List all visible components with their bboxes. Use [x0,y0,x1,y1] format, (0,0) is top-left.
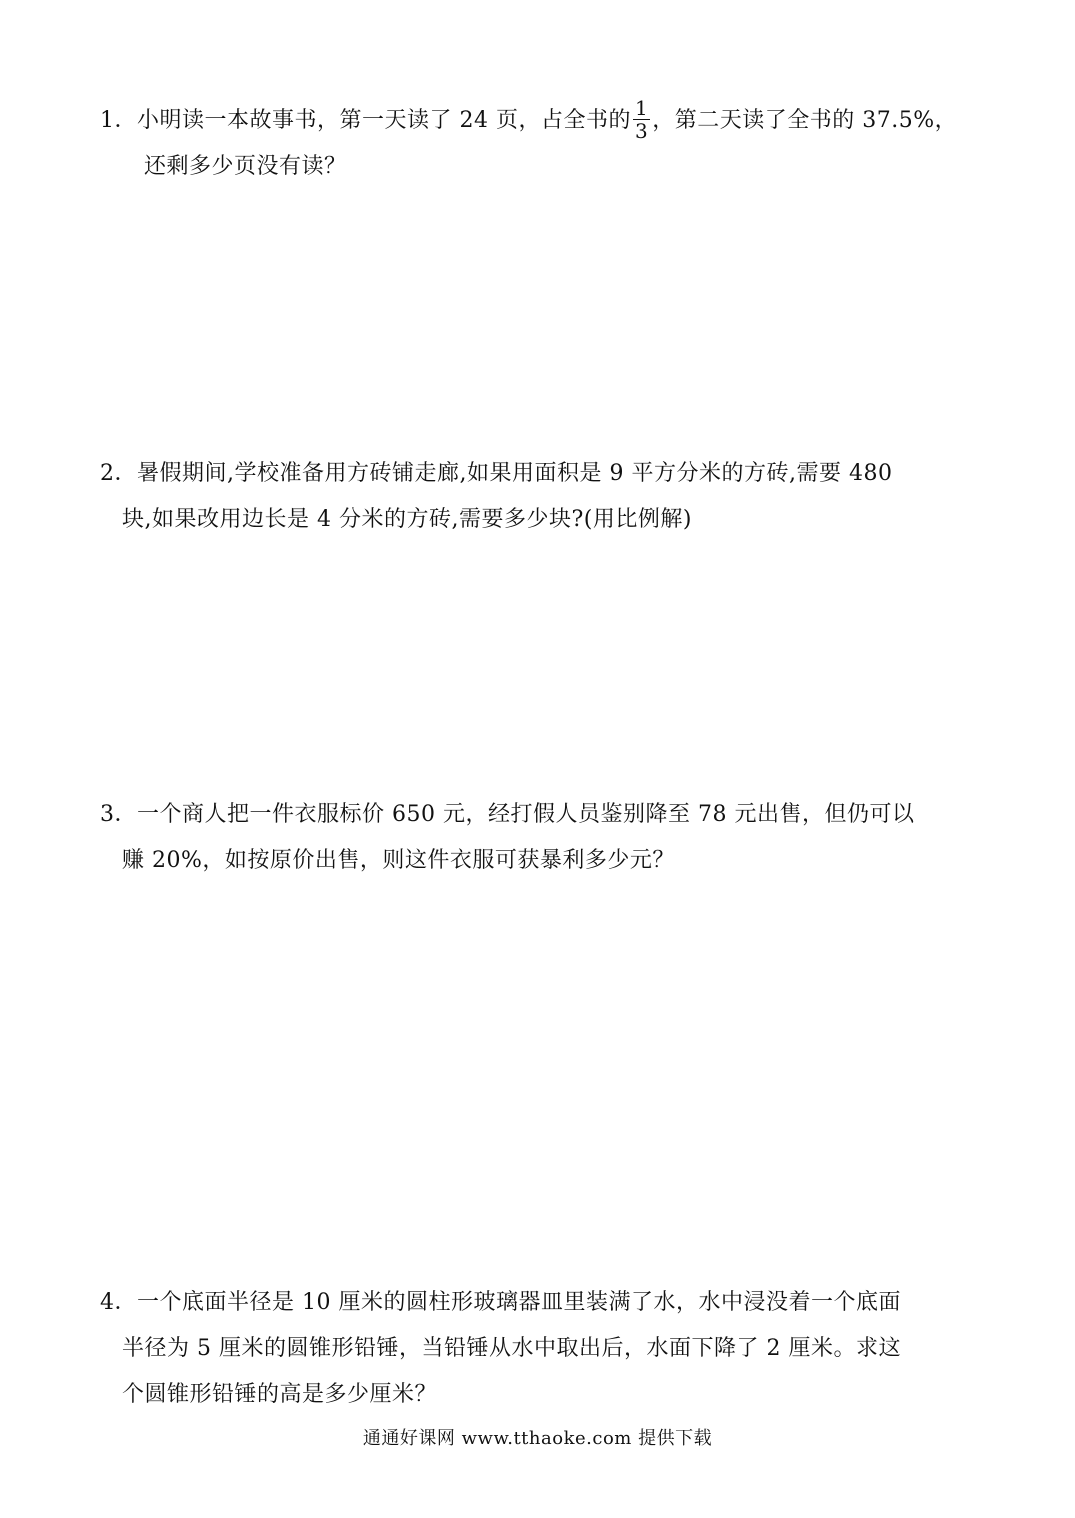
question-3-line-1: 3．一个商人把一件衣服标价 650 元，经打假人员鉴别降至 78 元出售，但仍可以 [100,802,915,827]
fraction-one-third: $\frac{1}{3}$ [634,95,649,143]
question-2-line-1: 2．暑假期间,学校准备用方砖铺走廊,如果用面积是 9 平方分米的方砖,需要 480 [100,461,893,486]
footer-source: 通通好课网 www.tthaoke.com 提供下载 [362,1428,713,1449]
question-3-line-2: 赚 20%，如按原价出售，则这件衣服可获暴利多少元？ [122,848,675,873]
question-4 [100,1280,980,1418]
question-1-line-1: 1．小明读一本故事书，第一天读了 24 页，占全书的 $\frac{1}{3}$ ，第二天读了全书的 37.5%， [100,95,958,143]
question-3 [100,792,980,884]
question-1-line-2: 还剩多少页没有读？ [144,154,347,179]
question-4-line-2: 半径为 5 厘米的圆锥形铅锤，当铅锤从水中取出后，水面下降了 2 厘米。求这 [122,1336,901,1361]
question-2 [100,451,980,543]
question-4-line-1: 4．一个底面半径是 10 厘米的圆柱形玻璃器皿里装满了水，水中浸没着一个底面 [100,1290,901,1315]
question-2-line-2: 块,如果改用边长是 4 分米的方砖,需要多少块?(用比例解) [122,507,692,532]
question-1 [100,95,980,190]
question-4-line-3: 个圆锥形铅锤的高是多少厘米？ [122,1382,438,1407]
